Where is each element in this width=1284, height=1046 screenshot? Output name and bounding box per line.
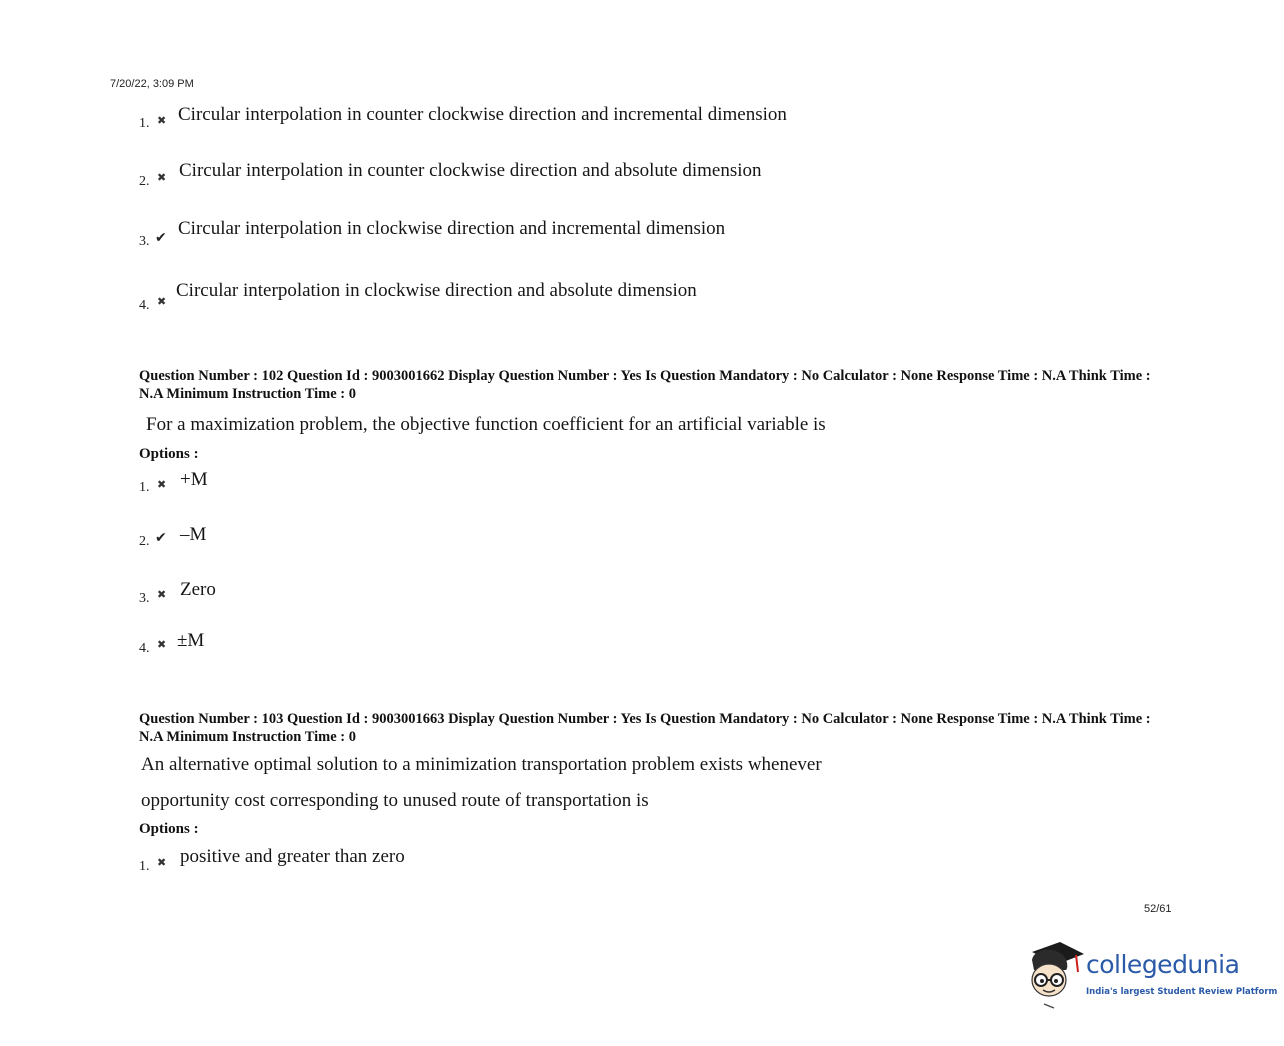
cross-icon: ✖ — [157, 588, 167, 601]
options-label: Options : — [139, 821, 199, 837]
option-text: –M — [180, 524, 207, 545]
option-number: 1. — [139, 859, 150, 874]
cross-icon: ✖ — [157, 114, 167, 127]
print-timestamp: 7/20/22, 3:09 PM — [110, 78, 194, 90]
option-number: 1. — [139, 116, 150, 131]
option-number: 3. — [139, 591, 150, 606]
question-text-line-2: opportunity cost corresponding to unused route of transportation is — [141, 790, 649, 811]
question-text: For a maximization problem, the objective function coefficient for an artificial variable is — [146, 414, 826, 435]
option-text: +M — [180, 469, 208, 490]
option-number: 2. — [139, 534, 150, 549]
logo-tagline: India's largest Student Review Platform — [1086, 987, 1278, 997]
check-icon: ✔ — [155, 230, 167, 246]
page-number: 52/61 — [1144, 903, 1172, 915]
option-number: 3. — [139, 234, 150, 249]
cross-icon: ✖ — [157, 856, 167, 869]
option-text: Circular interpolation in counter clockwise direction and incremental dimension — [178, 104, 787, 125]
option-number: 1. — [139, 480, 150, 495]
logo-wordmark: collegedunia — [1086, 950, 1240, 979]
question-text-line-1: An alternative optimal solution to a minimization transportation problem exists whenever — [141, 754, 822, 775]
option-text: Circular interpolation in clockwise direction and absolute dimension — [176, 280, 697, 301]
question-meta: Question Number : 102 Question Id : 9003001662 Display Question Number : Yes Is Question Mandatory : No Calculator : None Response Time : N.A Think Time : N.A Minimum Instruction Time : 0 — [139, 368, 1151, 402]
cross-icon: ✖ — [157, 478, 167, 491]
collegedunia-logo — [1024, 938, 1278, 1010]
question-meta: Question Number : 103 Question Id : 9003001663 Display Question Number : Yes Is Question Mandatory : No Calculator : None Response Time : N.A Think Time : N.A Minimum Instruction Time : 0 — [139, 711, 1151, 745]
option-text: ±M — [177, 630, 205, 651]
cross-icon: ✖ — [157, 171, 167, 184]
cross-icon: ✖ — [157, 638, 167, 651]
option-text: Zero — [180, 579, 216, 600]
mascot-icon — [1024, 938, 1084, 1010]
options-label: Options : — [139, 446, 199, 462]
check-icon: ✔ — [155, 530, 167, 546]
option-number: 2. — [139, 174, 150, 189]
option-text: positive and greater than zero — [180, 846, 405, 867]
option-number: 4. — [139, 298, 150, 313]
cross-icon: ✖ — [157, 295, 167, 308]
option-text: Circular interpolation in clockwise direction and incremental dimension — [178, 218, 726, 239]
option-number: 4. — [139, 641, 150, 656]
option-text: Circular interpolation in counter clockwise direction and absolute dimension — [179, 160, 762, 181]
